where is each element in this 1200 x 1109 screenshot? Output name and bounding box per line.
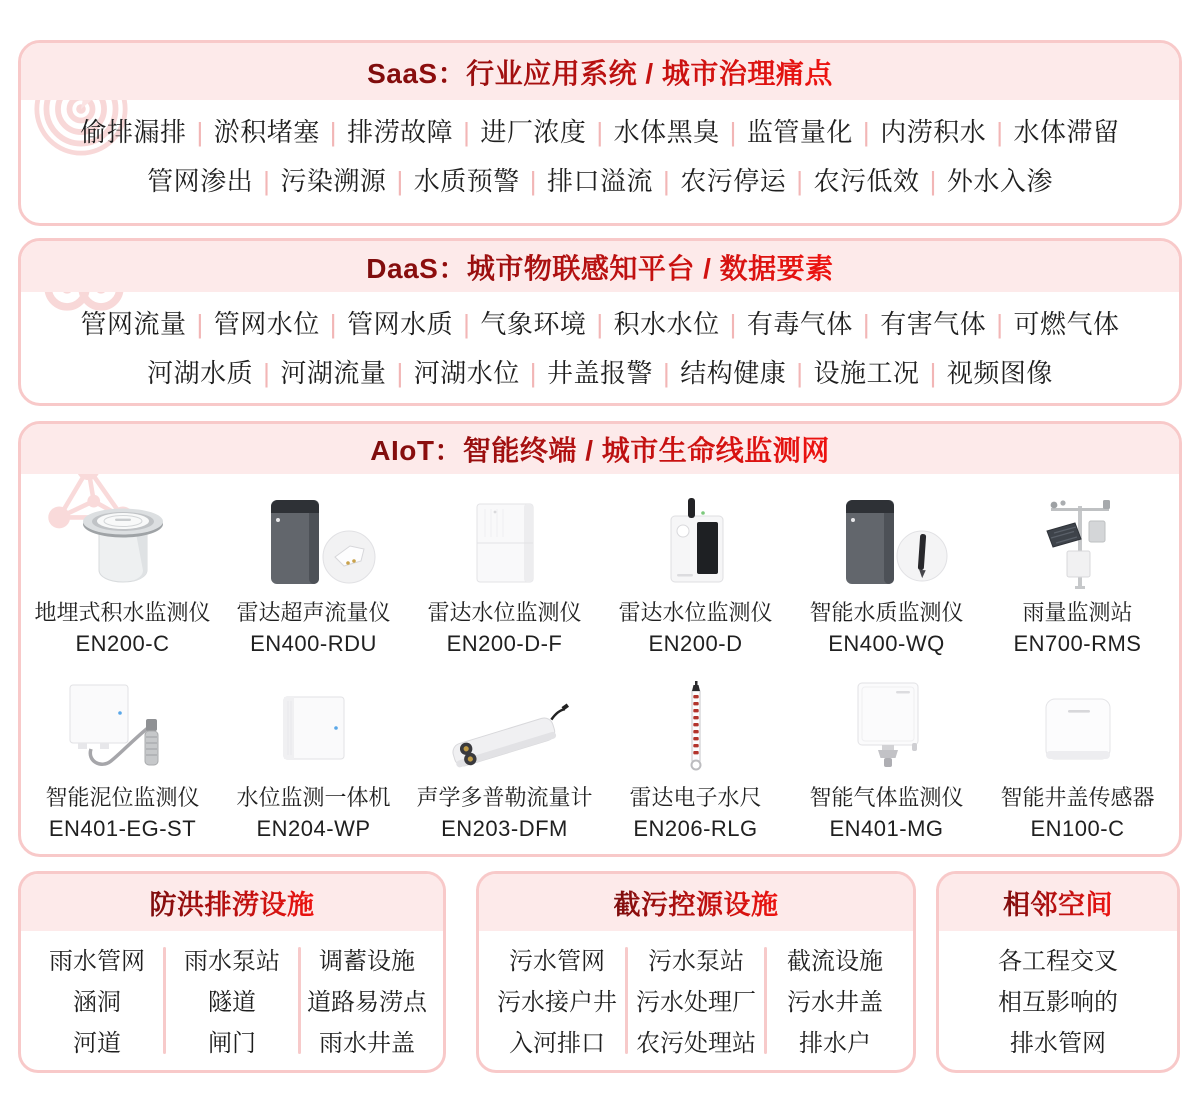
product-name: 智能水质监测仪 xyxy=(809,600,964,625)
pollution-facility-item: 排水户 xyxy=(799,1030,871,1057)
pollution-header xyxy=(479,874,913,931)
product-model: EN200-D xyxy=(648,631,743,656)
separator: | xyxy=(463,117,471,147)
product-model: EN200-C xyxy=(75,631,170,656)
separator: | xyxy=(596,117,604,147)
pollution-facility-item: 污水泵站 xyxy=(648,948,744,975)
separator: | xyxy=(263,358,271,388)
daas-title: DaaS：城市物联感知平台 / 数据要素 xyxy=(366,247,833,287)
product-name: 雷达水位监测仪 xyxy=(427,600,582,625)
data-element-item: 管网流量 xyxy=(80,309,187,339)
item-row xyxy=(45,300,1155,349)
item-row xyxy=(45,108,1155,157)
separator: | xyxy=(529,166,537,196)
data-element-item: 积水水位 xyxy=(613,309,720,339)
manhole-sensor-device-icon xyxy=(982,677,1173,779)
aiot-title: AIoT：智能终端 / 城市生命线监测网 xyxy=(370,429,830,469)
flood-columns xyxy=(21,931,443,1064)
item-row xyxy=(45,157,1155,206)
product-EN200-D-F xyxy=(409,492,600,657)
facility-column xyxy=(489,941,625,1064)
daas-header xyxy=(21,241,1179,292)
adjacent-space-lines xyxy=(939,931,1177,1064)
white-stacked-box-device-icon xyxy=(409,492,600,594)
gas-monitor-box-device-icon xyxy=(791,677,982,779)
section-saas xyxy=(18,40,1182,226)
data-element-item: 管网水位 xyxy=(213,309,320,339)
product-model: EN700-RMS xyxy=(1013,631,1142,656)
pollution-facility-item: 截流设施 xyxy=(787,948,883,975)
product-name: 水位监测一体机 xyxy=(236,785,391,810)
weather-station-device-icon xyxy=(982,492,1173,594)
separator: | xyxy=(729,117,737,147)
data-element-item: 气象环境 xyxy=(480,309,587,339)
saas-title: SaaS：行业应用系统 / 城市治理痛点 xyxy=(367,52,833,92)
product-row xyxy=(27,677,1173,842)
product-EN400-RDU xyxy=(218,492,409,657)
product-model: EN100-C xyxy=(1030,816,1125,841)
pain-point-item: 偷排漏排 xyxy=(80,117,187,147)
section-pollution-control-facilities xyxy=(476,871,916,1073)
product-model: EN401-EG-ST xyxy=(48,816,197,841)
separator: | xyxy=(996,309,1004,339)
section-aiot xyxy=(18,421,1182,857)
product-name: 雷达水位监测仪 xyxy=(618,600,773,625)
pollution-facility-item: 污水处理厂 xyxy=(636,989,756,1016)
product-name: 雨量监测站 xyxy=(1022,600,1133,625)
flood-title: 防洪排涝设施 xyxy=(150,883,315,922)
product-model: EN400-WQ xyxy=(828,631,945,656)
flood-facility-item: 雨水管网 xyxy=(49,948,145,975)
facilities-row xyxy=(18,871,1182,1073)
product-EN200-D xyxy=(600,492,791,657)
separator: | xyxy=(729,309,737,339)
section-adjacent-space xyxy=(936,871,1180,1073)
pain-point-item: 排口溢流 xyxy=(546,166,653,196)
product-model: EN400-RDU xyxy=(250,631,377,656)
section-flood-facilities xyxy=(18,871,446,1073)
facility-column xyxy=(166,941,298,1064)
saas-pain-point-list xyxy=(21,100,1179,206)
product-name: 智能气体监测仪 xyxy=(809,785,964,810)
data-element-item: 井盖报警 xyxy=(546,358,653,388)
facility-column xyxy=(767,941,903,1064)
pain-point-item: 淤积堵塞 xyxy=(213,117,320,147)
pain-point-item: 农污低效 xyxy=(813,166,920,196)
flood-facility-item: 河道 xyxy=(73,1030,121,1057)
separator: | xyxy=(196,309,204,339)
separator: | xyxy=(329,117,338,147)
white-box-antenna-device-icon xyxy=(600,492,791,594)
product-name: 雷达超声流量仪 xyxy=(236,600,391,625)
separator: | xyxy=(396,166,404,196)
product-EN400-WQ xyxy=(791,492,982,657)
product-EN206-RLG xyxy=(600,677,791,842)
separator: | xyxy=(329,309,338,339)
daas-data-element-list xyxy=(21,292,1179,398)
product-row xyxy=(27,492,1173,657)
pain-point-item: 外水入渗 xyxy=(946,166,1053,196)
product-EN200-C xyxy=(27,492,218,657)
data-element-item: 视频图像 xyxy=(946,358,1053,388)
pain-point-item: 进厂浓度 xyxy=(480,117,587,147)
separator: | xyxy=(663,166,671,196)
flat-white-box-device-icon xyxy=(218,677,409,779)
pain-point-item: 农污停运 xyxy=(680,166,787,196)
data-element-item: 有毒气体 xyxy=(746,309,853,339)
product-model: EN203-DFM xyxy=(441,816,568,841)
separator: | xyxy=(796,358,804,388)
flood-facility-item: 雨水泵站 xyxy=(184,948,280,975)
separator: | xyxy=(463,309,471,339)
facility-column xyxy=(628,941,764,1064)
data-element-item: 河湖水位 xyxy=(413,358,520,388)
flood-facility-item: 雨水井盖 xyxy=(319,1030,415,1057)
separator: | xyxy=(196,117,204,147)
data-element-item: 可燃气体 xyxy=(1013,309,1120,339)
facility-column xyxy=(301,941,433,1064)
data-element-item: 河湖流量 xyxy=(280,358,387,388)
product-model: EN204-WP xyxy=(256,816,371,841)
pollution-facility-item: 入河排口 xyxy=(509,1030,605,1057)
flood-facility-item: 道路易涝点 xyxy=(307,989,427,1016)
data-element-item: 河湖水质 xyxy=(147,358,254,388)
facility-column xyxy=(31,941,163,1064)
product-EN401-MG xyxy=(791,677,982,842)
separator: | xyxy=(663,358,671,388)
separator: | xyxy=(529,358,537,388)
flood-facility-item: 调蓄设施 xyxy=(319,948,415,975)
separator: | xyxy=(929,358,937,388)
pain-point-item: 污染溯源 xyxy=(280,166,387,196)
adjacent-title: 相邻空间 xyxy=(1003,883,1113,922)
saas-header xyxy=(21,43,1179,100)
product-EN204-WP xyxy=(218,677,409,842)
flood-header xyxy=(21,874,443,931)
aiot-product-grid xyxy=(21,474,1179,842)
separator: | xyxy=(862,117,871,147)
flood-facility-item: 涵洞 xyxy=(73,989,121,1016)
product-name: 智能井盖传感器 xyxy=(1000,785,1155,810)
doppler-wedge-device-icon xyxy=(409,677,600,779)
pain-point-item: 水质预警 xyxy=(413,166,520,196)
product-name: 智能泥位监测仪 xyxy=(45,785,200,810)
pain-point-item: 内涝积水 xyxy=(880,117,987,147)
item-row xyxy=(45,349,1155,398)
product-model: EN200-D-F xyxy=(446,631,563,656)
dark-box-probe-device-icon xyxy=(791,492,982,594)
flood-facility-item: 隧道 xyxy=(208,989,256,1016)
pain-point-item: 排涝故障 xyxy=(347,117,454,147)
product-model: EN401-MG xyxy=(829,816,944,841)
pain-point-item: 水体滞留 xyxy=(1013,117,1120,147)
box-cable-probe-device-icon xyxy=(27,677,218,779)
aiot-header xyxy=(21,424,1179,474)
data-element-item: 有害气体 xyxy=(880,309,987,339)
separator: | xyxy=(596,309,604,339)
product-EN700-RMS xyxy=(982,492,1173,657)
data-element-item: 结构健康 xyxy=(680,358,787,388)
separator: | xyxy=(263,166,271,196)
product-name: 声学多普勒流量计 xyxy=(416,785,593,810)
separator: | xyxy=(929,166,937,196)
product-EN100-C xyxy=(982,677,1173,842)
pollution-facility-item: 农污处理站 xyxy=(636,1030,756,1057)
adjacent-space-item: 各工程交叉 xyxy=(998,948,1118,975)
pollution-facility-item: 污水井盖 xyxy=(787,989,883,1016)
separator: | xyxy=(996,117,1004,147)
adjacent-space-item: 排水管网 xyxy=(1010,1030,1106,1057)
product-model: EN206-RLG xyxy=(633,816,758,841)
separator: | xyxy=(796,166,804,196)
separator: | xyxy=(396,358,404,388)
pain-point-item: 监管量化 xyxy=(746,117,853,147)
pollution-title: 截污控源设施 xyxy=(614,883,779,922)
pollution-columns xyxy=(479,931,913,1064)
product-EN203-DFM xyxy=(409,677,600,842)
adjacent-header xyxy=(939,874,1177,931)
pollution-facility-item: 污水接户井 xyxy=(497,989,617,1016)
pollution-facility-item: 污水管网 xyxy=(509,948,605,975)
electronic-ruler-device-icon xyxy=(600,677,791,779)
buried-cylinder-device-icon xyxy=(27,492,218,594)
data-element-item: 管网水质 xyxy=(347,309,454,339)
product-name: 雷达电子水尺 xyxy=(629,785,762,810)
data-element-item: 设施工况 xyxy=(813,358,920,388)
adjacent-space-item: 相互影响的 xyxy=(998,989,1118,1016)
separator: | xyxy=(862,309,871,339)
pain-point-item: 管网渗出 xyxy=(147,166,254,196)
product-name: 地埋式积水监测仪 xyxy=(34,600,211,625)
dark-box-wedge-device-icon xyxy=(218,492,409,594)
section-daas xyxy=(18,238,1182,406)
pain-point-item: 水体黑臭 xyxy=(613,117,720,147)
flood-facility-item: 闸门 xyxy=(208,1030,256,1057)
product-EN401-EG-ST xyxy=(27,677,218,842)
